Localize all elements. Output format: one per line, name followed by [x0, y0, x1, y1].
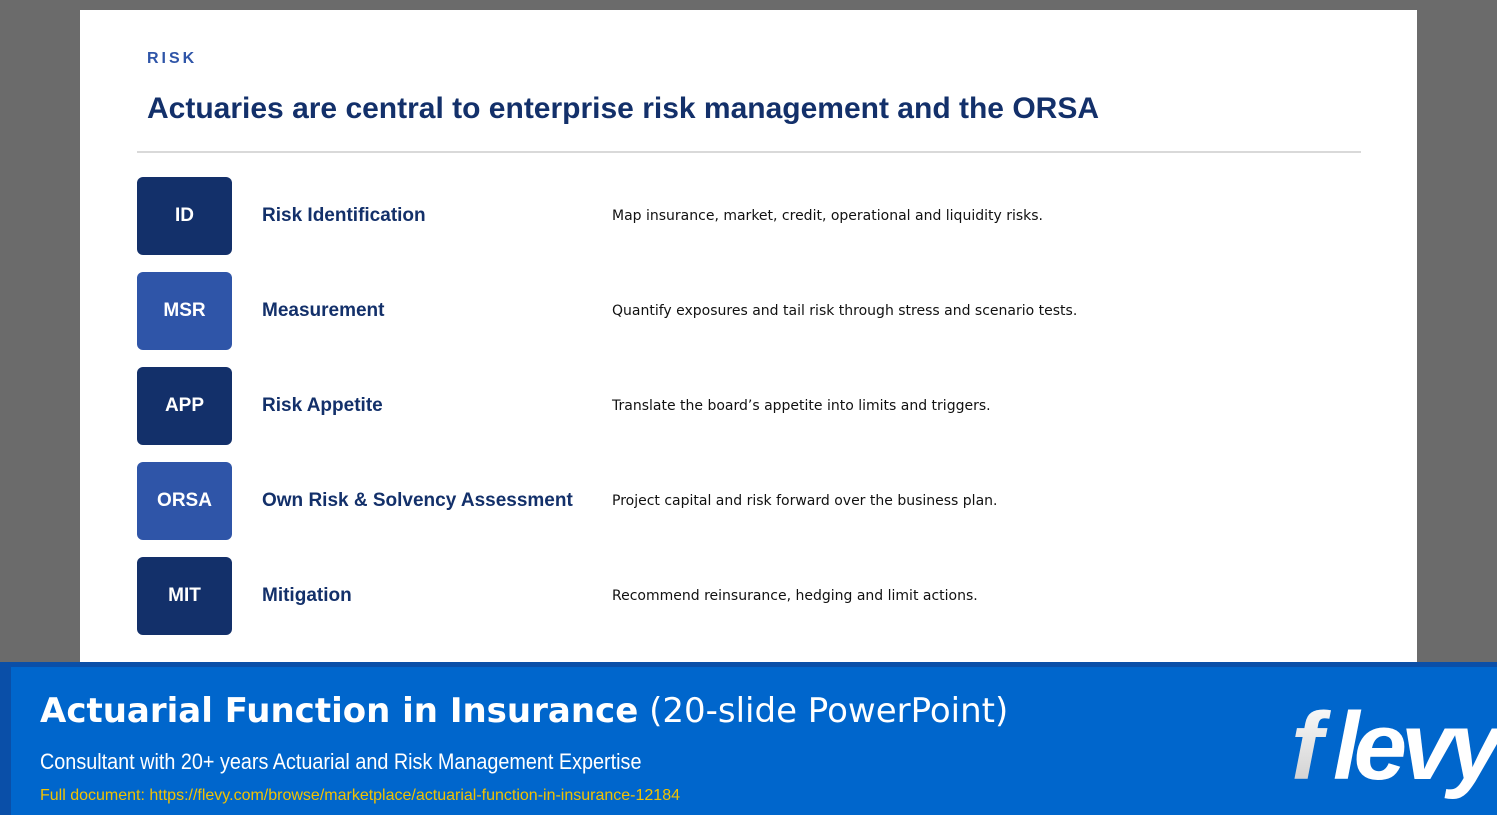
- flevy-logo-levy: levy: [1333, 693, 1496, 800]
- document-subtitle: Consultant with 20+ years Actuarial and Risk Management Expertise: [40, 749, 642, 774]
- flevy-logo[interactable]: [1287, 693, 1496, 807]
- slide: [80, 10, 1417, 665]
- row-description: Project capital and risk forward over the business plan.: [612, 493, 998, 509]
- document-link[interactable]: Full document: https://flevy.com/browse/marketplace/actuarial-function-in-insurance-12184: [40, 787, 680, 804]
- row-description: Recommend reinsurance, hedging and limit actions.: [612, 588, 978, 604]
- row-label: Measurement: [262, 300, 385, 321]
- row-description: Translate the board’s appetite into limits and triggers.: [612, 398, 991, 414]
- row-description: Quantify exposures and tail risk through stress and scenario tests.: [612, 303, 1078, 319]
- promo-banner: [0, 662, 1497, 815]
- risk-row-orsa: [137, 462, 1361, 540]
- row-badge: ORSA: [137, 462, 232, 540]
- row-label: Risk Appetite: [262, 395, 383, 416]
- risk-row-measurement: [137, 272, 1361, 350]
- slide-title: Actuaries are central to enterprise risk management and the ORSA: [147, 92, 1099, 125]
- row-badge: MSR: [137, 272, 232, 350]
- row-badge: APP: [137, 367, 232, 445]
- row-label: Mitigation: [262, 585, 352, 606]
- risk-row-mitigation: [137, 557, 1361, 635]
- document-title-detail: (20-slide PowerPoint): [649, 691, 1009, 731]
- row-label: Risk Identification: [262, 205, 426, 226]
- title-divider: [137, 151, 1361, 153]
- row-description: Map insurance, market, credit, operational and liquidity risks.: [612, 208, 1043, 224]
- document-title-main: Actuarial Function in Insurance: [40, 691, 639, 731]
- promo-banner-body: [11, 667, 1497, 815]
- section-kicker: RISK: [147, 50, 198, 67]
- risk-row-identification: [137, 177, 1361, 255]
- row-badge: MIT: [137, 557, 232, 635]
- risk-row-appetite: [137, 367, 1361, 445]
- row-badge: ID: [137, 177, 232, 255]
- document-title: [40, 691, 1008, 731]
- flevy-logo-f: f: [1291, 693, 1317, 800]
- row-label: Own Risk & Solvency Assessment: [262, 490, 573, 511]
